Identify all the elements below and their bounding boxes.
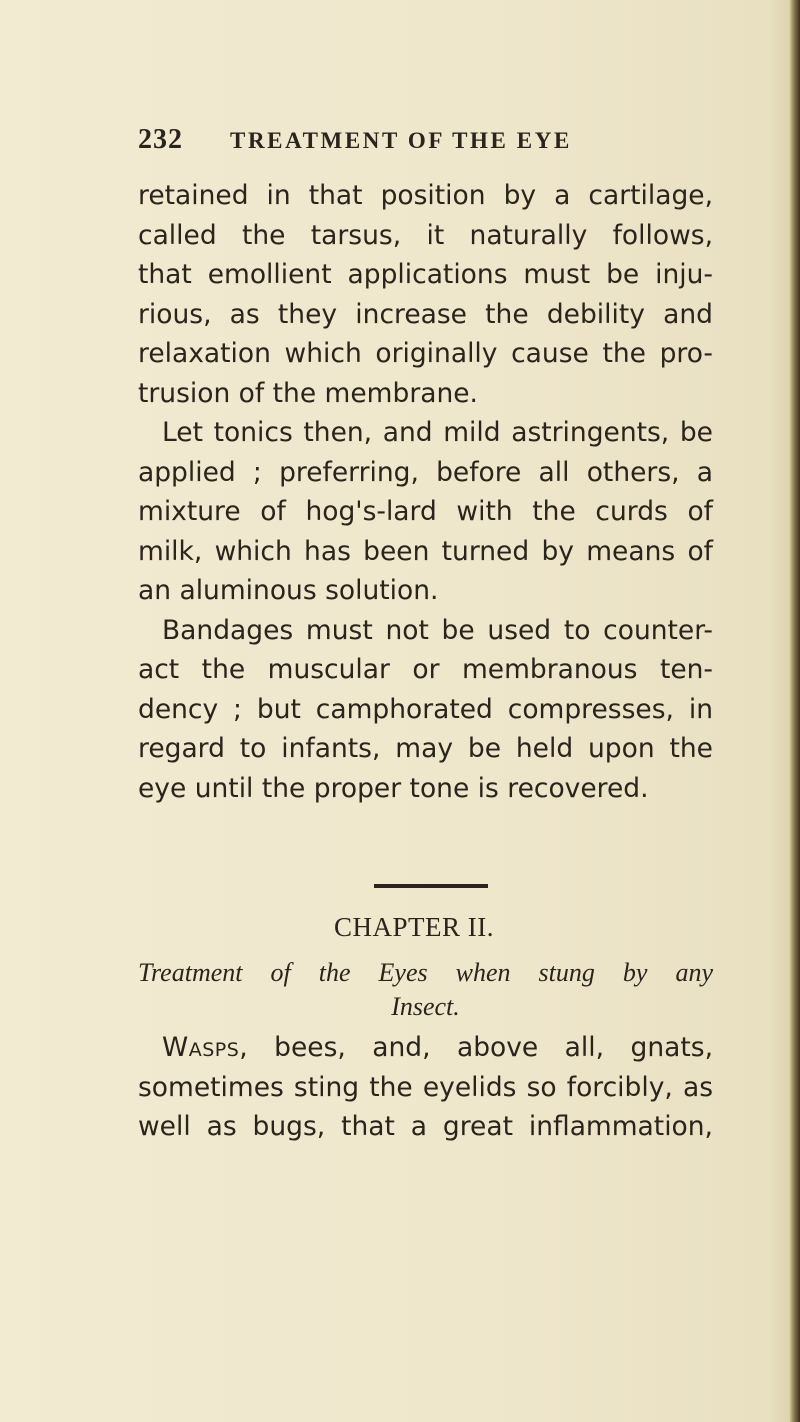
paragraph-1 bbox=[138, 176, 713, 413]
text-line: dency ; but camphorated compresses, in bbox=[138, 693, 713, 725]
page-number: 232 bbox=[138, 124, 183, 155]
text-line: mixture of hog's-lard with the curds of bbox=[138, 496, 713, 527]
text-line: Bandages must not be used to counter- bbox=[162, 614, 713, 646]
text-line: Let tonics then, and mild astringents, be bbox=[162, 417, 713, 448]
subtitle-line: Treatment of the Eyes when stung by any bbox=[138, 958, 713, 987]
text-line: applied ; preferring, before all others, a bbox=[138, 456, 713, 488]
text-line: sometimes sting the eyelids so forcibly, as bbox=[138, 1071, 713, 1103]
chapter-heading bbox=[0, 912, 800, 943]
running-head: TREATMENT OF THE EYE bbox=[230, 128, 572, 153]
paragraph-4 bbox=[138, 1028, 713, 1147]
paragraph-3 bbox=[138, 611, 713, 809]
text-line: act the muscular or membranous ten- bbox=[138, 654, 713, 685]
paragraph-2 bbox=[138, 413, 713, 611]
text-line: milk, which has been turned by means of bbox=[138, 535, 713, 567]
text-line: well as bugs, that a great inflammation, bbox=[138, 1111, 713, 1142]
lead-word: Wasps bbox=[162, 1032, 240, 1063]
text-fragment: , bees, and, above all, gnats, bbox=[239, 1032, 713, 1063]
text-line: trusion of the membrane. bbox=[138, 377, 478, 409]
text-line: that emollient applications must be inju- bbox=[138, 259, 713, 290]
page-header bbox=[138, 124, 698, 160]
text-line: an aluminous solution. bbox=[138, 575, 439, 606]
subtitle-line: Insect. bbox=[391, 992, 460, 1021]
text-line: called the tarsus, it naturally follows, bbox=[138, 219, 713, 251]
chapter-divider-rule bbox=[374, 884, 488, 888]
text-line: rious, as they increase the debility and bbox=[138, 298, 713, 330]
chapter-heading-text: CHAPTER II. bbox=[334, 912, 494, 942]
text-line: eye until the proper tone is recovered. bbox=[138, 772, 649, 804]
page-edge bbox=[790, 0, 800, 1422]
text-line: relaxation which originally cause the pro- bbox=[138, 338, 713, 369]
chapter-subtitle bbox=[138, 956, 713, 1024]
text-line: regard to infants, may be held upon the bbox=[138, 733, 713, 764]
body-text bbox=[138, 176, 713, 808]
text-line: retained in that position by a cartilage, bbox=[138, 180, 713, 211]
text-line bbox=[138, 1028, 713, 1068]
